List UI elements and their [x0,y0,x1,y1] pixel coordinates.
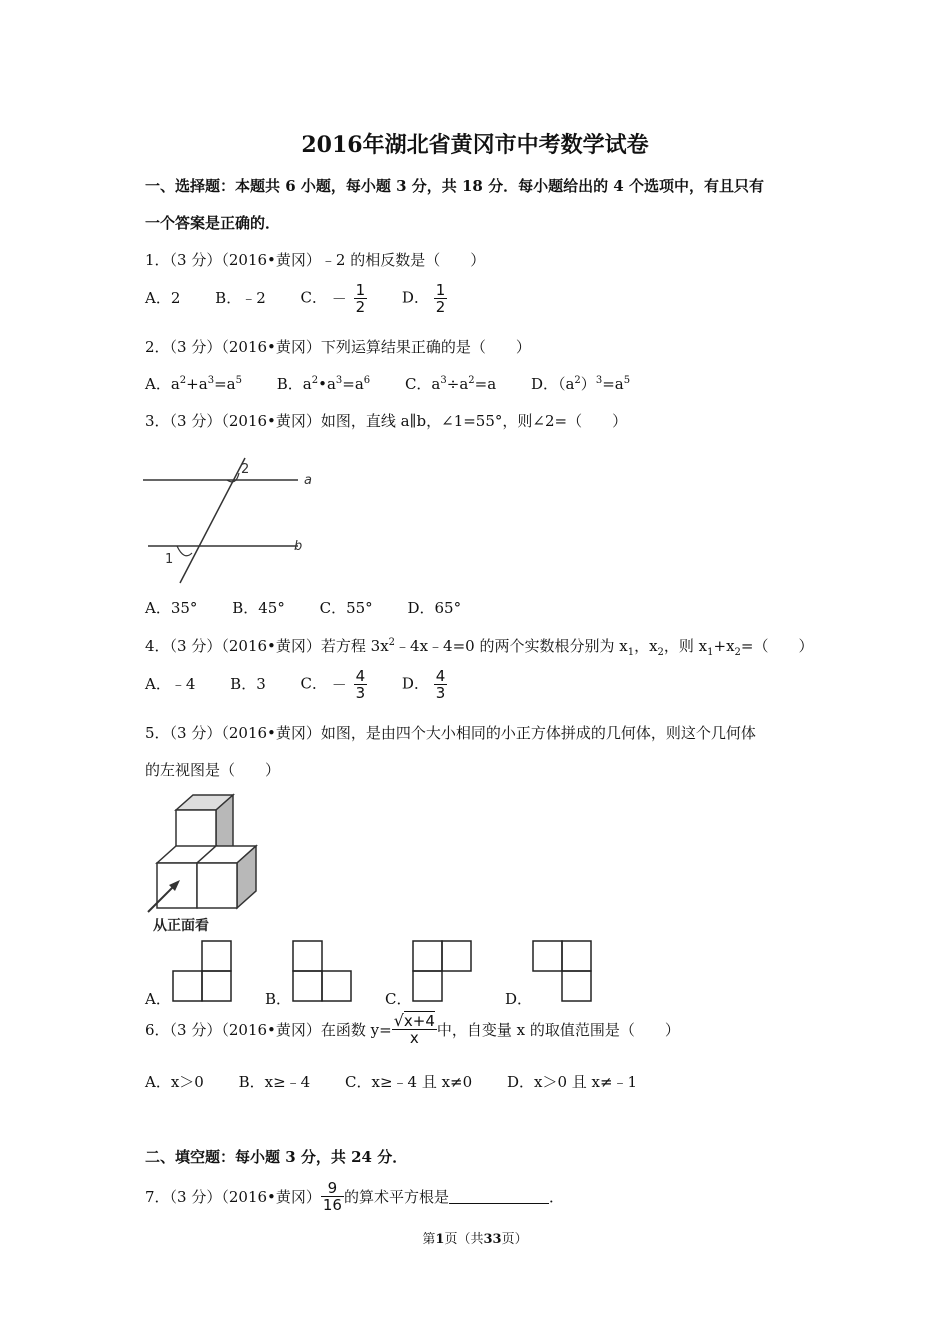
q4-option-c-sign: － [331,676,347,694]
q5-option-c-figure [410,940,474,1004]
q5-option-d-figure [530,940,594,1004]
stem-part: +x [713,637,735,655]
q1-option-c-label: C． [300,288,328,307]
page-title: 2016年湖北省黄冈市中考数学试卷 [301,132,649,158]
expr: （a [557,375,575,393]
q4-option-d-label: D． [401,674,429,693]
q6-option-b: B．x≥﹣4 [238,1073,311,1091]
q1-option-a: A．2 [145,288,181,307]
q7-fraction [321,1180,344,1213]
q4-option-c-label: C． [300,674,328,693]
stem-part: 7．（3 分）（2016•黄冈） [145,1188,321,1206]
option-label: B． [276,375,303,393]
square [562,941,591,971]
q6-option-d: D．x＞0 且 x≠﹣1 [506,1073,638,1091]
label-angle-1: 1 [165,552,174,567]
fraction-numerator: 4 [435,667,446,685]
q5-option-b-figure [290,940,354,1004]
fraction-denominator: 16 [322,1196,342,1214]
square [442,941,471,971]
exponent: 3 [207,375,215,386]
q5-option-a-label: A． [145,990,171,1008]
footer-text: 页） [501,1232,528,1247]
q2-option-c [405,373,496,394]
q3-option-b: B．45° [232,599,285,617]
stem-part: ． [549,1188,565,1206]
footer-text: 第 [422,1232,436,1247]
q4-option-b: B．3 [230,674,266,693]
q5-option-c-label: C． [385,990,412,1008]
q5-option-b-label: B． [265,990,292,1008]
section-1-header-line-2: 一个答案是正确的． [145,214,281,232]
subscript: 2 [657,647,664,658]
square [562,971,591,1001]
section-2-header: 二、填空题：每小题 3 分，共 24 分． [145,1148,408,1166]
square [202,971,231,1001]
q6-option-c: C．x≥﹣4 且 x≠0 [345,1073,473,1091]
question-1-stem: 1．（3 分）（2016•黄冈）﹣2 的相反数是（ ） [145,251,486,269]
expr: =a [342,375,364,393]
question-6-stem [145,1013,680,1046]
label-line-a: a [304,473,312,488]
exponent: 3 [595,375,603,386]
subscript: 1 [707,647,714,658]
exponent: 2 [468,375,475,386]
option-label: C． [404,375,432,393]
expr: =a [214,375,236,393]
transversal-line [180,458,245,583]
page-footer [0,1228,950,1247]
expr: a [170,375,180,393]
exponent: 3 [335,375,343,386]
expr: +a [186,375,208,393]
expr: =a [602,375,624,393]
label-angle-2: 2 [241,462,250,477]
fraction-denominator: 3 [355,684,366,702]
square [173,971,202,1001]
view-caption: 从正面看 [153,918,209,934]
exponent: 5 [623,375,631,386]
question-7-stem [145,1180,564,1213]
fraction-denominator: 2 [355,298,366,316]
q5-option-a-figure [170,940,234,1004]
q3-option-a: A．35° [145,599,198,617]
section-1-header-line-1: 一、选择题：本题共 6 小题，每小题 3 分，共 18 分．每小题给出的 4 个选项中，有且只有 [145,177,764,195]
question-2-stem: 2．（3 分）（2016•黄冈）下列运算结果正确的是（ ） [145,338,531,356]
stem-part: ，则 x [663,637,708,655]
stem-part: 6．（3 分）（2016•黄冈）在函数 y= [145,1021,392,1039]
square [293,971,322,1001]
q1-option-c-fraction [354,282,368,315]
fraction-numerator: 4 [355,667,366,685]
fraction-numerator: 1 [435,281,446,299]
exponent: 6 [363,375,371,386]
q1-option-c [301,282,368,315]
page-number: 1 [435,1232,445,1247]
subscript: 2 [734,647,741,658]
angle-1-arc [177,546,192,556]
expr: a [302,375,312,393]
question-4-stem [145,635,814,658]
exponent: 3 [440,375,447,386]
q6-option-a: A．x＞0 [145,1073,204,1091]
q1-option-d-label: D． [401,288,429,307]
q5-cube-stack-figure [145,790,265,935]
q1-option-c-sign: － [331,290,347,308]
q1-option-b: B．﹣2 [215,288,266,307]
question-6-options [145,1071,667,1092]
square [413,941,442,971]
stem-part: 的算术平方根是 [343,1188,449,1206]
exponent: 2 [179,375,187,386]
page-total: 33 [483,1232,502,1247]
footer-text: 页（共 [444,1232,484,1247]
q4-option-c-fraction [354,668,368,701]
sqrt-radicand: x+4 [403,1012,435,1030]
q4-option-c [301,668,368,701]
stem-part: 中，自变量 x 的取值范围是（ ） [436,1021,680,1039]
answer-blank [449,1189,549,1204]
q1-option-d [402,282,447,315]
expr: =a [474,375,497,393]
question-2-options [145,373,660,394]
question-3-options [145,597,491,618]
square [533,941,562,971]
square [413,971,442,1001]
q5-option-d-label: D． [505,990,533,1008]
exponent: 2 [311,375,319,386]
stem-part: ，x [634,637,658,655]
square [322,971,351,1001]
question-3-stem: 3．（3 分）（2016•黄冈）如图，直线 a∥b，∠1=55°，则∠2=（ ） [145,412,628,430]
square [293,941,322,971]
q1-option-d-fraction [434,282,448,315]
fraction-numerator: 1 [355,281,366,299]
expr: ÷a [446,375,469,393]
square [202,941,231,971]
q3-option-d: D．65° [407,599,462,617]
sqrt-icon: √ [393,1011,404,1030]
question-4-options [145,668,477,701]
option-label: A． [145,375,171,393]
exponent: 5 [235,375,242,386]
fraction-denominator: 2 [435,298,446,316]
q3-parallel-lines-figure [140,455,320,585]
label-line-b: b [294,539,303,554]
expr: a [431,375,441,393]
question-5-stem-line-2: 的左视图是（ ） [145,761,281,779]
fraction-denominator: x [409,1029,419,1047]
exponent: 2 [388,637,396,648]
fraction-numerator-sqrt [392,1013,437,1030]
stem-part: =（ ） [740,637,814,655]
question-1-options [145,282,477,315]
q4-option-a: A．﹣4 [145,674,196,693]
q4-option-d-fraction [434,668,448,701]
q2-option-a [145,373,242,394]
stem-part: ﹣4x﹣4=0 的两个实数根分别为 x [395,637,628,655]
fraction-numerator: 9 [321,1180,344,1197]
expr: •a [318,375,336,393]
expr: ） [580,375,596,393]
question-5-stem-line-1: 5．（3 分）（2016•黄冈）如图，是由四个大小相同的小正方体拼成的几何体，则这个几何体 [145,724,756,742]
q2-option-b [277,373,370,394]
exponent: 2 [574,375,581,386]
subscript: 1 [627,647,635,658]
bottom-right-cube-front-face [197,863,237,908]
q6-function-fraction [392,1013,437,1046]
q4-option-d [402,668,447,701]
q3-option-c: C．55° [319,599,373,617]
option-label: D． [530,375,558,393]
q2-option-d [531,373,630,394]
fraction-denominator: 3 [435,684,446,702]
stem-part: 4．（3 分）（2016•黄冈）若方程 3x [145,637,389,655]
